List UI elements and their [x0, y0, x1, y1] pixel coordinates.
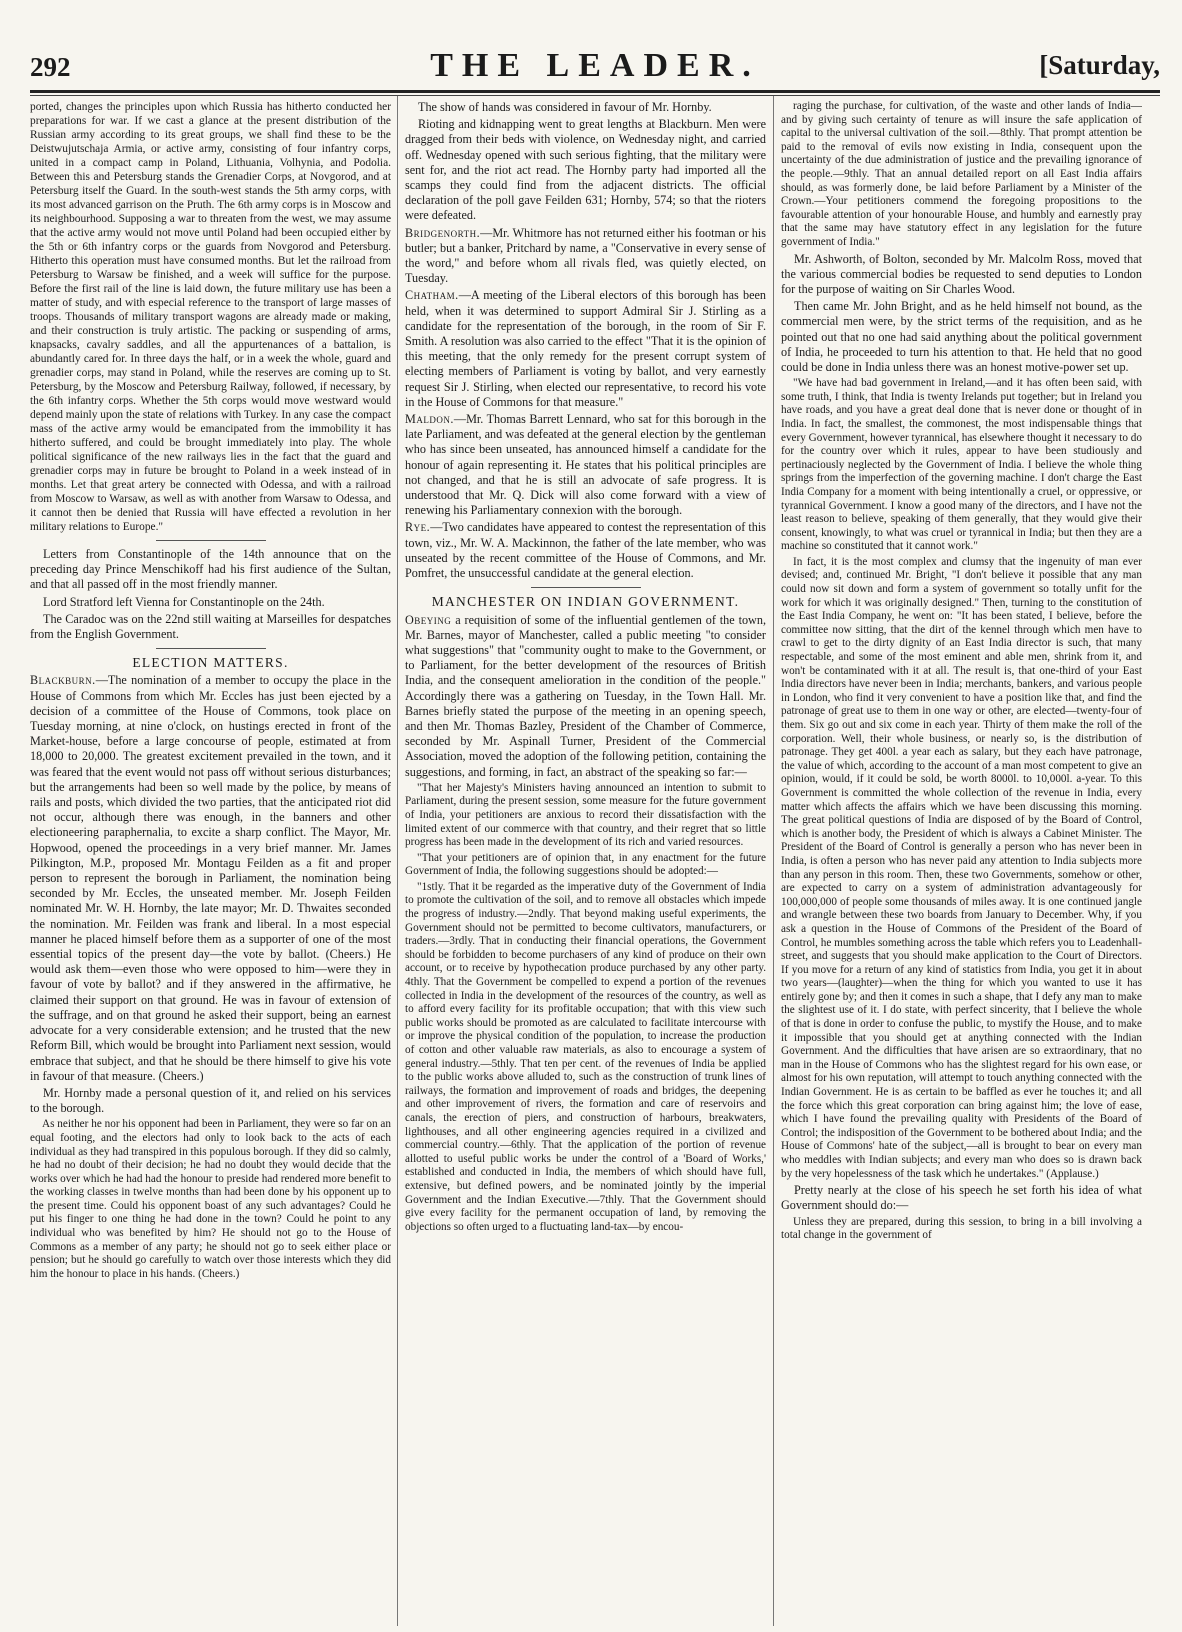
- petition-part-1: "That her Majesty's Ministers having announced an intention to submit to Parliament, during the present session, some measure for the future government of India, your petitioners are anxious to record their dissatisfaction with the limited extent of our commerce with that country, and their regret that so little progress has been made in the development of its rich and varied resources.: [405, 781, 766, 849]
- bridgenorth-lead: Bridgenorth.: [405, 225, 481, 240]
- petition-part-2: "That your petitioners are of opinion that, in any enactment for the future Government of India, the following suggestions should be adopted:—: [405, 851, 766, 878]
- blackburn-paragraph: [30, 673, 391, 1083]
- bright-final: Unless they are prepared, during this session, to bring in a bill involving a total change in the government of: [781, 1215, 1142, 1242]
- masthead: [30, 42, 1160, 94]
- bright-intro: Then came Mr. John Bright, and as he held himself not bound, as the commercial men were, by the strict terms of the requisition, and as he pointed out that no one had said anything about the political government of India, he proceeded to turn his attention to that. He held that no good could be done in India unless there was an honest motive-power set up.: [781, 299, 1142, 374]
- manchester-intro: [405, 613, 766, 780]
- blackburn-lead: Blackburn.: [30, 673, 96, 688]
- show-of-hands: The show of hands was considered in favour of Mr. Hornby.: [418, 100, 712, 114]
- column-1: [30, 100, 391, 1625]
- chatham-text: —A meeting of the Liberal electors of this borough has been held, when it was determined to support Admiral Sir J. Stirling as a candidate for the representation of the borough, in the room of Sir F. Smith. A resolution was also carried to the effect "That it is the opinion of this meeting, that the only remedy for the present corrupt system of electing members of Parliament is voting by ballot, and very earnestly request Sir J. Stirling, when elected our representative, to record his vote in the House of Commons for that measure.": [405, 288, 766, 409]
- bridgenorth-paragraph: [405, 226, 766, 287]
- maldon-lead: Maldon.: [405, 412, 454, 427]
- newspaper-title: THE LEADER.: [430, 47, 760, 84]
- caradoc-note: The Caradoc was on the 22nd still waiting at Marseilles for despatches from the English Government.: [30, 611, 391, 642]
- chatham-paragraph: [405, 288, 766, 410]
- section-separator: [156, 540, 266, 541]
- section-separator: [531, 587, 641, 588]
- stratford-note: Lord Stratford left Vienna for Constantinople on the 24th.: [43, 594, 325, 609]
- constantinople-letters: Letters from Constantinople of the 14th announce that on the preceding day Prince Menschikoff had his first audience of the Sultan, and that all passed off in the most friendly manner.: [30, 547, 391, 592]
- issue-day: [Saturday,: [1039, 50, 1160, 80]
- maldon-text: —Mr. Thomas Barrett Lennard, who sat for this borough in the late Parliament, and was defeated at the general election by the gentleman who has since been unseated, has announced himself a candidate for the honour of again representing it. He states that his political principles are not changed, and that he is still an advocate of safe progress. It is understood that Mr. Q. Dick will also come forward with a view of renewing his Parliamentary connexion with the borough.: [405, 412, 766, 518]
- rye-lead: Rye.: [405, 520, 431, 535]
- masthead-rule-thin: [30, 95, 1160, 96]
- bright-speech-2: In fact, it is the most complex and clumsy that the ingenuity of man ever devised; and, continued Mr. Bright, "I don't believe it possible that any man could now sit down and form a system of government so totally unfit for the work for which it was originally designed." Then, turning to the constitution of the East India Company, he went on: "It has been stated, I believe, before the committee now sitting, that the dirt of the kennel through which men have to crawl to get to the dirty dignity of an East India director is such, that many respectable, and some of the most eminent and able men, shrink from it, and won't be contaminated with it at all. The result is, that one-third of your East India directors have never been in India; merchants, bankers, and various people in London, who find it very convenient to have a position like that, and find the patronage of great use to them in one way or other, are elected—twenty-four of them. Six go out and six come in each year. Thirty of them make the roll of the corporation. Well, their whole business, or nearly so, is the distribution of patronage. They get 400l. a year each as salary, but they each have patronage, the value of which, according to the account of a man most competent to give an opinion, would, if it could be sold, be worth 8000l. to 10,000l. a-year. To this Government is committed the whole collection of the revenue in India, every matter which affects the affairs which we have been discussing this morning. The great political questions of India are disposed of by the Board of Control, which is another body, the President of which is always a Cabinet Minister. The President of the Board of Control is generally a person who has never been in India, is often a person who has never paid any attention to India subjects more than any person in this room. Then, these two Governments, somehow or other, are expected to carry on a system of administration advantageously for 100,000,000 of people some thousands of miles away. It is one continued jangle and wrangle between these two boards from January to December. Why, if you ask a question in the House of Commons of the President of the Board of Control, he mumbles something across the table which refers you to Leadenhall-street, and suggests that you should make application to the Court of Directors. If you move for a return of any kind of statistics from India, you get it in about two years—(laughter)—when the thing for which you wanted to use it has entirely gone by; and then it comes in such a shape, that I defy any man to make the slightest use of it. I do state, with perfect sincerity, that I believe the whole of that is done in order to confuse the public, to mystify the House, and to make it impossible that you should get at anything connected with the Indian Government. And the difficulties that have arisen are so extraordinary, that no man in the House of Commons who has the slightest regard for his own ease, or almost for his own reputation, will attempt to touch anything connected with the Indian Government. He is as certain to be baffled as ever he touches it; and all the force which this great corporation can bring against him; the love of ease, which I have found the prevailing quality with Presidents of the Board of Control; the indisposition of the Government to be bothered about India; and the House of Commons' hate of the subject,—all is brought to bear on every man who meddles with Indian subjects; and every man who does so is drawn back by the very hopelessness of the task which he undertakes." (Applause.): [781, 555, 1142, 1180]
- column-divider: [397, 96, 398, 1626]
- petition-part-3: "1stly. That it be regarded as the imperative duty of the Government of India to promote the cultivation of the soil, and to remove all obstacles which impede the progress of industry.—2ndly. That beyond making useful experiments, the Government should not be permitted to become cultivators, manufacturers, or traders.—3rdly. That in conducting their financial operations, the Government should be forbidden to become purchasers of any kind of produce on their own account, or to receive by hypothecation produce purchased by any other party. 4thly. That the Government be compelled to expend a portion of the revenues collected in India in the development of the resources of the country, as well as to afford every facility for its profitable occupation; that with this view such public works should be promoted as are calculated to facilitate intercourse with or improve the physical condition of the population, to increase the production of cotton and other valuable raw materials, as also to encourage a system of general industry.—5thly. That ten per cent. of the revenues of India be applied to the public works above alluded to, such as the construction of trunk lines of railways, the formation and improvement of roads and bridges, the deepening and other improvement of rivers, the formation and care of reservoirs and canals, the erection of piers, and construction of harbours, breakwaters, lighthouses, and all other engineering agencies required in a civilized and commercial country.—6thly. That the application of the portion of revenue allotted to useful public works be under the control of a 'Board of Works,' established and conducted in India, the members of which should have full, extensive, but defined powers, and be nominated jointly by the imperial Government and the Indian Executive.—7thly. That the Government should give every facility for the permanent occupation of land, by removing the objections so often urged to a fluctuating land-tax—by encou-: [405, 880, 766, 1233]
- bright-speech-1: "We have had bad government in Ireland,—and it has often been said, with some truth, I think, that India is twenty Irelands put together; but in Ireland you have roads, and you have a great deal done that is never done or thought of in India. In fact, the smallest, the commonest, the most indispensable things that every Government, however tyrannical, has elsewhere thought it necessary to do for the country over which it rules, appear to have been studiously and pertinaciously neglected by the Government of India. I believe the whole thing springs from the imperfection of the governing machine. I don't charge the East India Company for a moment with being intentionally a cruel, or oppressive, or tyrannical Government. I know a good many of the directors, and I have not the least reason to believe, speaking of them generally, that they would give their consent, knowingly, to what was cruel or tyrannical in India; but then they are a machine so constituted that it cannot work.": [781, 377, 1142, 553]
- masthead-rule: [30, 90, 1160, 93]
- election-matters-heading: ELECTION MATTERS.: [132, 655, 289, 671]
- blackburn-text: —The nomination of a member to occupy the place in the House of Commons from which Mr. Eccles has just been ejected by a decision of a committee of the House of Commons, took place on Tuesday morning, at nine o'clock, on hustings erected in front of the Market-house, before a large concourse of people, estimated at from 18,000 to 20,000. The greatest excitement prevailed in the town, and it was feared that the event would not pass off without serious disturbances; but the arrangements had been so well made by the police, by means of rails and posts, which divided the two parties, that the anticipated riot did not occur, although there was enough, in the banners and other electioneering paraphernalia, to excite a sharp conflict. The Mayor, Mr. Hopwood, opened the proceedings in a very brief manner. Mr. James Pilkington, M.P., proposed Mr. Montagu Feilden as a fit and proper person to represent the borough in Parliament, the nomination being seconded by Mr. Eccles, the unseated member. Mr. Joseph Feilden nominated Mr. W. H. Hornby, the late mayor; Mr. D. Thwaites seconded the nomination. Mr. Feilden was frank and liberal. In a most especial manner he placed himself before them as a supporter of one of the most essential topics of the present day—the vote by ballot. (Cheers.) He would ask them—even those who were opposed to him—were they in favour of vote by ballot? and if they answered in the affirmative, he claimed their support on that ground. He was in favour of extension of the suffrage, and on that ground he asked their support, being an earnest advocate for a very considerable extension; and he trusted that the new Reform Bill, which would be brought into Parliament next session, would embrace that subject, and that he should be there himself to give his vote in favour of that measure. (Cheers.): [30, 673, 391, 1083]
- manchester-text: a requisition of some of the influential gentlemen of the town, Mr. Barnes, mayor of Manchester, called a public meeting "to consider what suggestions" that "community ought to make to the Government, or to Parliament, for the better development of the resources of British India, and the consequent amelioration in the condition of the people." Accordingly there was a gathering on Tuesday, in the Town Hall. Mr. Barnes briefly stated the purpose of the meeting in an opening speech, and then Mr. Thomas Bazley, President of the Chamber of Commerce, seconded by Mr. Aspinall Turner, President of the Commercial Association, moved the adoption of the following petition, containing the suggestions, and forming, in fact, an abstract of the speaking so far:—: [405, 612, 766, 779]
- rye-text: —Two candidates have appeared to contest the representation of this town, viz., Mr. W. A. Mackinnon, the father of the late member, who was unseated by the recent committee of the House of Commons, and Mr. Pomfret, the unsuccessful candidate at the general election.: [405, 520, 766, 581]
- hornby-paragraph: Mr. Hornby made a personal question of it, and relied on his services to the borough.: [30, 1085, 391, 1116]
- ashworth-paragraph: Mr. Ashworth, of Bolton, seconded by Mr. Malcolm Ross, moved that the various commercial bodies be requested to send deputies to London for the purpose of waiting on Sir Charles Wood.: [781, 251, 1142, 296]
- russia-article-end: ported, changes the principles upon which Russia has hitherto conducted her preparations for war. If we cast a glance at the present distribution of the Russian army according to its great groups, we shall find these to be the Deistwujutschaja Armia, or active army, consisting of four infantry corps, united in a compact camp in Poland, Lithuania, Volhynia, and Podolia. Between this and Petersburg stands the Grenadier Corps, at Novgorod, and at Petersburg itself the Guard. In the south-west stands the 5th army corps, with its most advanced garrison on the Pruth. The 6th army corps is in Moscow and its neighbourhood. Supposing a war to threaten from the west, we may assume that the active army would not move until Poland had been occupied either by the 5th or 6th infantry corps or the guards from Novgorod and Petersburg. Hitherto this operation must have consumed months. But let the railroad from Petersburg to Warsaw be finished, and a week will suffice for the purpose. Before the first rail of the line is laid down, the future military use has been a matter of study, and with especial reference to the transport of large masses of troops. Thousands of military transport wagons are already made or making, and their construction is truly artistic. The packing or suspending of arms, knapsacks, cavalry saddles, and all the appurtenances of a battalion, is abundantly cared for. In three days the half, or in a week the whole, guard and grenadier corps, may stand in Poland, while the reserves are coming up to St. Petersburg, by the Moscow and Petersburg Railway, followed, if necessary, by the 6th infantry corps. Whether the 5th corps would move westward would depend mainly upon the state of relations with Turkey. In any case the compact mass of the active army would be emancipated from the immobility it has hitherto suffered, and could be brought immediately into play. The whole political significance of the new railways lies in the fact that the guard and grenadier corps may in future be brought to Poland in a week instead of in months. Let that great artery be connected with Odessa, and with a railroad from Moscow to Warsaw, as well as with another from Warsaw to Odessa, and it cannot then be denied that Russia will have effected a revolution in her military relations to Europe.": [30, 101, 391, 533]
- bright-close: Pretty nearly at the close of his speech he set forth his idea of what Government should do:—: [781, 1183, 1142, 1213]
- manchester-lead: Obeying: [405, 612, 452, 627]
- rioting-paragraph: Rioting and kidnapping went to great lengths at Blackburn. Men were dragged from their beds with violence, on Wednesday night, and carried off. Wednesday opened with such serious fighting, that the military were sent for, and the riot act read. The Hornby party had imported all the scamps they could find from the adjacent districts. The official declaration of the poll gave Feilden 631; Hornby, 574; so that the rioters were defeated.: [405, 117, 766, 223]
- page-number: 292: [30, 52, 71, 82]
- petition-continuation: raging the purchase, for cultivation, of the waste and other lands of India—and by giving such certainty of tenure as will insure the safe application of capital to the universal cultivation of the soil.—8thly. That prompt attention be paid to the removal of evils now existing in India, consequent upon the uncertainty of the due administration of justice and the prevailing ignorance of the people.—9thly. That an annual detailed report on all East India affairs should, as was formerly done, be laid before Parliament by a Minister of the Crown.—Your petitioners commend the foregoing propositions to the favourable attention of your honourable House, and humbly and earnestly pray that the same may have statutory effect in any legislation for the future government of India.": [781, 100, 1142, 248]
- column-3: [781, 100, 1142, 1625]
- manchester-heading: MANCHESTER ON INDIAN GOVERNMENT.: [431, 594, 740, 610]
- column-divider: [773, 96, 774, 1626]
- hornby-speech: As neither he nor his opponent had been in Parliament, they were so far on an equal footing, and the electors had only to look back to the acts of each individual as they had transpired in this populous borough. If they did so calmly, he had no doubt of their decision; he had no doubt they would decide that the works over which he had had the honour to preside had rendered more benefit to the working classes in twelve months than had been done by his opponent up to the present time. Could his opponent boast of any such advantages? Could he put his finger to one thing he had done in the town? Could he point to any individual who was benefited by him? He should not go to the House of Commons as a member of any party; he should not go to seek either place or pension; but he should go carefully to watch over those interests which they did him the honour to place in his hands. (Cheers.): [30, 1118, 391, 1280]
- rye-paragraph: [405, 520, 766, 581]
- bridgenorth-text: —Mr. Whitmore has not returned either his footman or his butler; but a banker, Pritchard by name, a "Conservative in every sense of the word," and before whom all rivals fled, was quietly elected, on Tuesday.: [405, 225, 766, 286]
- column-2: [405, 100, 766, 1625]
- section-separator: [156, 648, 266, 649]
- maldon-paragraph: [405, 412, 766, 518]
- chatham-lead: Chatham.: [405, 288, 459, 303]
